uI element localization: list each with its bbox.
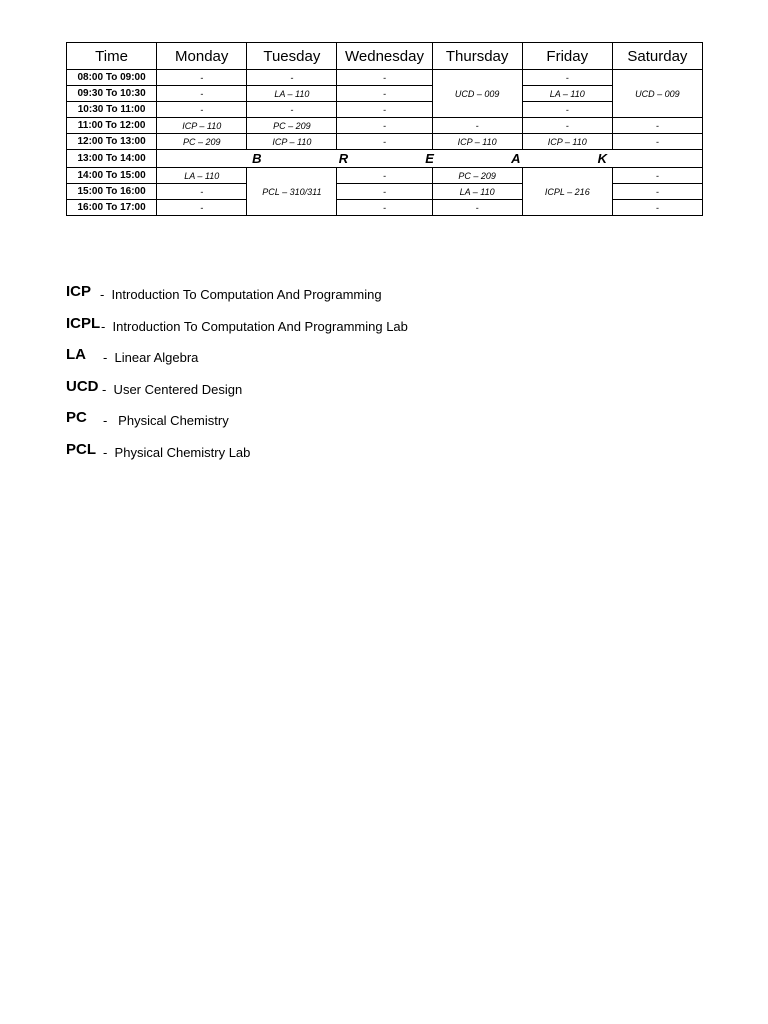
header-monday: Monday: [157, 43, 247, 70]
thursday-cell: ICP – 110: [432, 134, 522, 150]
time-cell: 12:00 To 13:00: [67, 134, 157, 150]
wednesday-cell: -: [337, 134, 432, 150]
table-row: [67, 118, 703, 134]
header-row: [67, 43, 703, 70]
legend-abbr: LA: [66, 346, 86, 363]
thursday-cell: PC – 209: [432, 168, 522, 184]
time-cell: 09:30 To 10:30: [67, 86, 157, 102]
thursday-cell: UCD – 009: [432, 70, 522, 118]
tuesday-cell: PC – 209: [247, 118, 337, 134]
thursday-cell: -: [432, 200, 522, 216]
tuesday-cell: PCL – 310/311: [247, 168, 337, 216]
table-row: [67, 86, 703, 102]
header-wednesday: Wednesday: [337, 43, 432, 70]
monday-cell: -: [157, 102, 247, 118]
wednesday-cell: -: [337, 168, 432, 184]
time-cell: 15:00 To 16:00: [67, 184, 157, 200]
time-cell: 13:00 To 14:00: [67, 150, 157, 168]
header-tuesday: Tuesday: [247, 43, 337, 70]
saturday-cell: -: [612, 118, 702, 134]
header-thursday: Thursday: [432, 43, 522, 70]
friday-cell: ICP – 110: [522, 134, 612, 150]
tuesday-cell: -: [247, 102, 337, 118]
saturday-cell: -: [612, 200, 702, 216]
table-row: [67, 70, 703, 86]
wednesday-cell: -: [337, 184, 432, 200]
tuesday-cell: LA – 110: [247, 86, 337, 102]
break-letter: R: [338, 150, 349, 166]
break-label: [157, 152, 702, 166]
thursday-cell: -: [432, 118, 522, 134]
break-letter: A: [511, 150, 521, 166]
saturday-cell: -: [612, 168, 702, 184]
friday-cell: -: [522, 118, 612, 134]
monday-cell: -: [157, 200, 247, 216]
monday-cell: -: [157, 184, 247, 200]
wednesday-cell: -: [337, 200, 432, 216]
saturday-cell: UCD – 009: [612, 70, 702, 118]
time-cell: 14:00 To 15:00: [67, 168, 157, 184]
legend-abbr: PC: [66, 409, 87, 426]
monday-cell: ICP – 110: [157, 118, 247, 134]
monday-cell: -: [157, 70, 247, 86]
break-row: [67, 150, 703, 168]
wednesday-cell: -: [337, 70, 432, 86]
monday-cell: PC – 209: [157, 134, 247, 150]
legend-desc: - User Centered Design: [102, 381, 243, 397]
saturday-cell: -: [612, 134, 702, 150]
legend-abbr: ICPL: [66, 314, 101, 332]
break-letter: E: [425, 150, 434, 166]
friday-cell: ICPL – 216: [522, 168, 612, 216]
friday-cell: -: [522, 70, 612, 86]
header-friday: Friday: [522, 43, 612, 70]
wednesday-cell: -: [337, 102, 432, 118]
table-row: [67, 102, 703, 118]
time-cell: 11:00 To 12:00: [67, 118, 157, 134]
time-cell: 08:00 To 09:00: [67, 70, 157, 86]
break-letter: B: [252, 150, 262, 166]
legend-abbr: ICP: [66, 283, 92, 300]
thursday-cell: LA – 110: [432, 184, 522, 200]
table-row: [67, 168, 703, 184]
legend-abbr: PCL: [66, 440, 96, 458]
tuesday-cell: ICP – 110: [247, 134, 337, 150]
friday-cell: LA – 110: [522, 86, 612, 102]
legend-desc: - Introduction To Computation And Programming Lab: [101, 318, 408, 334]
wednesday-cell: -: [337, 118, 432, 134]
legend-desc: - Linear Algebra: [103, 350, 199, 365]
friday-cell: -: [522, 102, 612, 118]
break-letter: K: [597, 150, 607, 166]
timetable: [66, 42, 703, 216]
wednesday-cell: -: [337, 86, 432, 102]
time-cell: 16:00 To 17:00: [67, 200, 157, 216]
time-cell: 10:30 To 11:00: [67, 102, 157, 118]
legend-abbr: UCD: [66, 377, 99, 395]
tuesday-cell: -: [247, 70, 337, 86]
saturday-cell: -: [612, 184, 702, 200]
monday-cell: -: [157, 86, 247, 102]
table-row: [67, 134, 703, 150]
legend-desc: - Physical Chemistry Lab: [103, 444, 251, 460]
header-saturday: Saturday: [612, 43, 702, 70]
header-time: Time: [67, 43, 157, 70]
monday-cell: LA – 110: [157, 168, 247, 184]
legend-desc: - Introduction To Computation And Programming: [100, 287, 382, 302]
legend-desc: - Physical Chemistry: [103, 413, 229, 428]
break-cell: [157, 150, 703, 168]
